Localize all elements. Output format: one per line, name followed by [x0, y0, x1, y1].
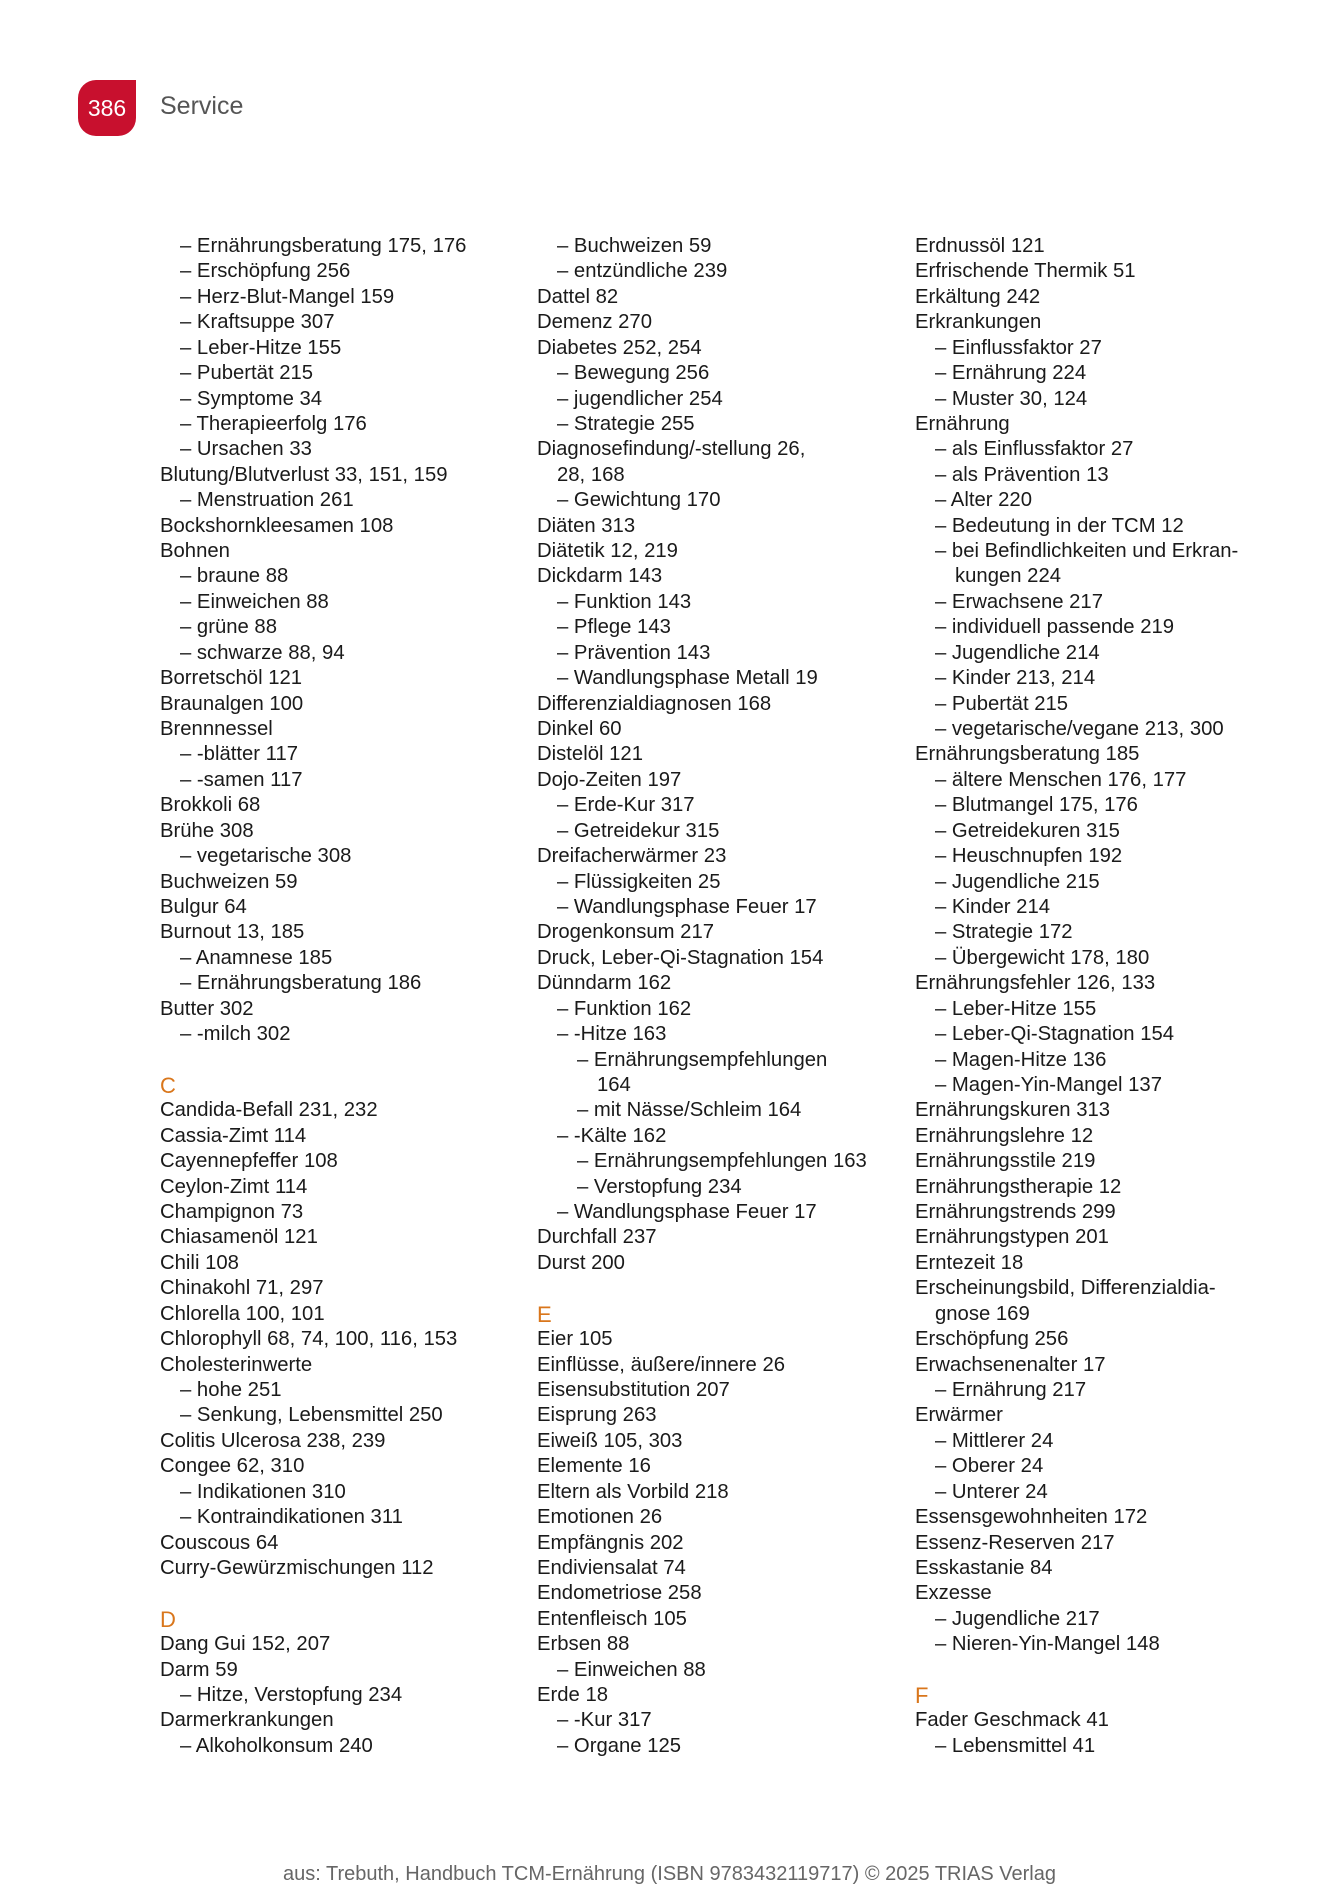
index-subentry: – Verstopfung 234	[577, 1175, 742, 1198]
index-subentry: – bei Befindlichkeiten und Erkran-	[935, 540, 1239, 563]
index-entry-continuation: 28, 168	[557, 463, 625, 486]
index-entry: Diabetes 252, 254	[537, 336, 702, 359]
index-entry: Bulgur 64	[160, 895, 247, 918]
index-subentry: – Einweichen 88	[557, 1658, 706, 1681]
index-entry: Candida-Befall 231, 232	[160, 1099, 378, 1122]
index-entry: Erwachsenenalter 17	[915, 1353, 1106, 1376]
index-subentry: – Kraftsuppe 307	[180, 311, 335, 334]
index-entry: Exzesse	[915, 1582, 992, 1605]
index-entry: Demenz 270	[537, 311, 652, 334]
index-entry: Essenz-Reserven 217	[915, 1531, 1115, 1554]
index-entry: Eiweiß 105, 303	[537, 1429, 683, 1452]
index-entry: Dickdarm 143	[537, 565, 663, 588]
index-entry: Butter 302	[160, 997, 254, 1020]
index-entry: Ernährungskuren 313	[915, 1099, 1111, 1122]
index-entry: Erkrankungen	[915, 311, 1042, 334]
index-entry: Blutung/Blutverlust 33, 151, 159	[160, 463, 448, 486]
index-subentry: – Gewichtung 170	[557, 489, 721, 512]
index-subentry: – -Hitze 163	[557, 1023, 667, 1046]
index-entry: Dattel 82	[537, 285, 619, 308]
index-subentry: – vegetarische 308	[180, 845, 352, 868]
index-entry: Bockshornkleesamen 108	[160, 514, 394, 537]
index-subentry: – Pflege 143	[557, 616, 671, 639]
index-entry: Dreifacherwärmer 23	[537, 845, 727, 868]
index-subentry: – Wandlungsphase Metall 19	[557, 667, 818, 690]
index-subentry: – Ernährungsempfehlungen	[577, 1048, 828, 1071]
index-entry: Ernährungstypen 201	[915, 1226, 1109, 1249]
index-subentry: – Ursachen 33	[180, 438, 312, 461]
index-subentry: – Kontraindikationen 311	[180, 1506, 403, 1529]
index-subentry: – -samen 117	[180, 768, 303, 791]
index-subentry: – Hitze, Verstopfung 234	[180, 1684, 403, 1707]
index-entry: Erwärmer	[915, 1404, 1003, 1427]
index-entry: Chlorella 100, 101	[160, 1302, 325, 1325]
index-subentry: – jugendlicher 254	[557, 387, 723, 410]
index-subentry: – Einweichen 88	[180, 590, 329, 613]
index-entry: Fader Geschmack 41	[915, 1709, 1109, 1732]
index-subentry: – -blätter 117	[180, 743, 299, 766]
index-subentry: – Übergewicht 178, 180	[935, 946, 1150, 969]
index-subentry: – Unterer 24	[935, 1480, 1048, 1503]
index-letter-heading: E	[537, 1301, 552, 1327]
index-subentry: – Nieren-Yin-Mangel 148	[935, 1633, 1160, 1656]
index-subentry: – als Einflussfaktor 27	[935, 438, 1134, 461]
index-subentry: – Leber-Hitze 155	[180, 336, 342, 359]
index-letter-heading: C	[160, 1072, 176, 1098]
index-entry: Ceylon-Zimt 114	[160, 1175, 308, 1198]
index-entry: Chinakohl 71, 297	[160, 1277, 324, 1300]
index-entry: Chiasamenöl 121	[160, 1226, 318, 1249]
page-number-badge	[78, 80, 136, 136]
index-subentry: – Anamnese 185	[180, 946, 333, 969]
index-entry: Curry-Gewürzmischungen 112	[160, 1556, 434, 1579]
index-entry: Dinkel 60	[537, 718, 622, 741]
index-entry: Couscous 64	[160, 1531, 279, 1554]
index-entry: Durchfall 237	[537, 1226, 657, 1249]
index-entry: Erdnussöl 121	[915, 235, 1045, 257]
index-subentry: – Heuschnupfen 192	[935, 845, 1123, 868]
index-entry: Diäten 313	[537, 514, 636, 537]
index-entry: Darm 59	[160, 1658, 238, 1681]
index-subentry: – Ernährungsempfehlungen 163	[577, 1150, 867, 1173]
index-entry: Eltern als Vorbild 218	[537, 1480, 729, 1503]
index-subentry: – Jugendliche 214	[935, 641, 1100, 664]
index-subentry: – Magen-Yin-Mangel 137	[935, 1073, 1162, 1096]
index-entry: Cayennepfeffer 108	[160, 1150, 338, 1173]
index-entry: Entenfleisch 105	[537, 1607, 687, 1630]
index-entry: Ernährungsfehler 126, 133	[915, 972, 1156, 995]
index-entry: Drogenkonsum 217	[537, 921, 715, 944]
index-entry: Diagnosefindung/-stellung 26,	[537, 438, 806, 461]
index-entry: Brennnessel	[160, 718, 273, 741]
index-subentry: – -Kälte 162	[557, 1124, 667, 1147]
index-subentry: – Kinder 213, 214	[935, 667, 1096, 690]
index-subentry: – Therapieerfolg 176	[180, 412, 367, 435]
index-entry: Erscheinungsbild, Differenzialdia-	[915, 1277, 1216, 1300]
index-entry: Empfängnis 202	[537, 1531, 684, 1554]
index-subentry: – Getreidekur 315	[557, 819, 720, 842]
index-entry-continuation: 164	[597, 1073, 631, 1096]
index-entry: Bohnen	[160, 540, 230, 563]
index-entry: Diätetik 12, 219	[537, 540, 678, 563]
index-subentry: – Pubertät 215	[180, 362, 314, 385]
index-entry: Cassia-Zimt 114	[160, 1124, 307, 1147]
index-entry: Ernährungstherapie 12	[915, 1175, 1122, 1198]
index-entry: Einflüsse, äußere/innere 26	[537, 1353, 786, 1376]
index-letter-heading: F	[915, 1683, 929, 1709]
index-entry: Erntezeit 18	[915, 1251, 1024, 1274]
index-entry: Brühe 308	[160, 819, 254, 842]
index-subentry: – Funktion 162	[557, 997, 692, 1020]
page-number: 386	[87, 94, 127, 121]
index-entry: Ernährungslehre 12	[915, 1124, 1094, 1147]
index-subentry: – Bewegung 256	[557, 362, 710, 385]
index-entry: Emotionen 26	[537, 1506, 663, 1529]
index-subentry: – mit Nässe/Schleim 164	[577, 1099, 802, 1122]
index-subentry: – schwarze 88, 94	[180, 641, 345, 664]
index-entry: Distelöl 121	[537, 743, 643, 766]
index-entry: Cholesterinwerte	[160, 1353, 313, 1376]
index-subentry: – Ernährungsberatung 175, 176	[180, 235, 467, 257]
index-subentry: – Indikationen 310	[180, 1480, 346, 1503]
index-entry: Colitis Ulcerosa 238, 239	[160, 1429, 386, 1452]
index-subentry: – Jugendliche 215	[935, 870, 1100, 893]
index-entry: Erfrischende Thermik 51	[915, 260, 1136, 283]
index-entry: Erkältung 242	[915, 285, 1041, 308]
index-subentry: – Alter 220	[935, 489, 1032, 512]
index-entry: Erbsen 88	[537, 1633, 630, 1656]
index-subentry: – Muster 30, 124	[935, 387, 1088, 410]
index-entry: Dojo-Zeiten 197	[537, 768, 682, 791]
index-subentry: – Pubertät 215	[935, 692, 1069, 715]
index-entry: Essensgewohnheiten 172	[915, 1506, 1148, 1529]
index-column-3	[915, 234, 1275, 1759]
index-entry: Erschöpfung 256	[915, 1328, 1069, 1351]
index-entry: Elemente 16	[537, 1455, 651, 1478]
index-subentry: – Strategie 172	[935, 921, 1073, 944]
index-entry: Buchweizen 59	[160, 870, 298, 893]
index-subentry: – grüne 88	[180, 616, 277, 639]
index-entry-continuation: kungen 224	[955, 565, 1062, 588]
index-entry: Ernährungsberatung 185	[915, 743, 1140, 766]
index-subentry: – Getreidekuren 315	[935, 819, 1120, 842]
index-subentry: – braune 88	[180, 565, 289, 588]
index-entry: Druck, Leber-Qi-Stagnation 154	[537, 946, 824, 969]
index-entry: Ernährungsstile 219	[915, 1150, 1096, 1173]
index-subentry: – Ernährung 224	[935, 362, 1087, 385]
index-entry-continuation: gnose 169	[935, 1302, 1030, 1325]
index-subentry: – Symptome 34	[180, 387, 323, 410]
index-subentry: – Einflussfaktor 27	[935, 336, 1102, 359]
index-entry: Endiviensalat 74	[537, 1556, 686, 1579]
index-entry: Dang Gui 152, 207	[160, 1633, 331, 1656]
index-entry: Brokkoli 68	[160, 794, 261, 817]
index-entry: Champignon 73	[160, 1201, 304, 1224]
index-entry: Ernährungstrends 299	[915, 1201, 1116, 1224]
index-subentry: – Funktion 143	[557, 590, 692, 613]
index-subentry: – -Kur 317	[557, 1709, 652, 1732]
index-entry: Braunalgen 100	[160, 692, 304, 715]
index-entry: Erde 18	[537, 1684, 609, 1707]
index-subentry: – entzündliche 239	[557, 260, 728, 283]
index-subentry: – Alkoholkonsum 240	[180, 1734, 373, 1757]
index-subentry: – Ernährungsberatung 186	[180, 972, 422, 995]
index-subentry: – Strategie 255	[557, 412, 695, 435]
index-subentry: – Erde-Kur 317	[557, 794, 695, 817]
index-entry: Eisprung 263	[537, 1404, 657, 1427]
index-subentry: – -milch 302	[180, 1023, 291, 1046]
index-subentry: – Erschöpfung 256	[180, 260, 351, 283]
index-entry: Borretschöl 121	[160, 667, 303, 690]
index-entry: Eier 105	[537, 1328, 613, 1351]
index-subentry: – Mittlerer 24	[935, 1429, 1054, 1452]
index-entry: Burnout 13, 185	[160, 921, 305, 944]
index-entry: Chili 108	[160, 1251, 239, 1274]
index-column-1	[160, 234, 520, 1759]
index-subentry: – als Prävention 13	[935, 463, 1109, 486]
index-entry: Ernährung	[915, 412, 1010, 435]
index-subentry: – individuell passende 219	[935, 616, 1175, 639]
index-subentry: – Organe 125	[557, 1734, 682, 1757]
index-subentry: – Erwachsene 217	[935, 590, 1103, 613]
index-subentry: – Magen-Hitze 136	[935, 1048, 1107, 1071]
index-subentry: – vegetarische/vegane 213, 300	[935, 718, 1224, 741]
index-entry: Durst 200	[537, 1251, 625, 1274]
index-subentry: – Lebensmittel 41	[935, 1734, 1096, 1757]
index-subentry: – Ernährung 217	[935, 1378, 1087, 1401]
index-subentry: – Herz-Blut-Mangel 159	[180, 285, 395, 308]
index-entry: Differenzialdiagnosen 168	[537, 692, 772, 715]
section-title: Service	[160, 92, 244, 120]
index-subentry: – ältere Menschen 176, 177	[935, 768, 1187, 791]
index-subentry: – Flüssigkeiten 25	[557, 870, 721, 893]
index-subentry: – Oberer 24	[935, 1455, 1044, 1478]
index-subentry: – Wandlungsphase Feuer 17	[557, 895, 817, 918]
index-subentry: – Bedeutung in der TCM 12	[935, 514, 1184, 537]
index-subentry: – Leber-Qi-Stagnation 154	[935, 1023, 1175, 1046]
index-column-2	[537, 234, 897, 1759]
index-entry: Darmerkrankungen	[160, 1709, 334, 1732]
index-subentry: – Wandlungsphase Feuer 17	[557, 1201, 817, 1224]
index-subentry: – hohe 251	[180, 1378, 282, 1401]
index-subentry: – Blutmangel 175, 176	[935, 794, 1138, 817]
index-entry: Chlorophyll 68, 74, 100, 116, 153	[160, 1328, 458, 1351]
index-entry: Esskastanie 84	[915, 1556, 1053, 1579]
copyright-footer: aus: Trebuth, Handbuch TCM-Ernährung (ISBN 9783432119717) © 2025 TRIAS Verlag	[283, 1863, 1056, 1885]
index-subentry: – Menstruation 261	[180, 489, 354, 512]
index-entry: Endometriose 258	[537, 1582, 702, 1605]
index-subentry: – Buchweizen 59	[557, 235, 712, 257]
index-subentry: – Jugendliche 217	[935, 1607, 1100, 1630]
index-subentry: – Senkung, Lebensmittel 250	[180, 1404, 443, 1427]
index-letter-heading: D	[160, 1606, 176, 1632]
index-subentry: – Leber-Hitze 155	[935, 997, 1097, 1020]
index-subentry: – Prävention 143	[557, 641, 711, 664]
index-entry: Dünndarm 162	[537, 972, 672, 995]
index-entry: Eisensubstitution 207	[537, 1378, 730, 1401]
index-entry: Congee 62, 310	[160, 1455, 305, 1478]
index-subentry: – Kinder 214	[935, 895, 1051, 918]
